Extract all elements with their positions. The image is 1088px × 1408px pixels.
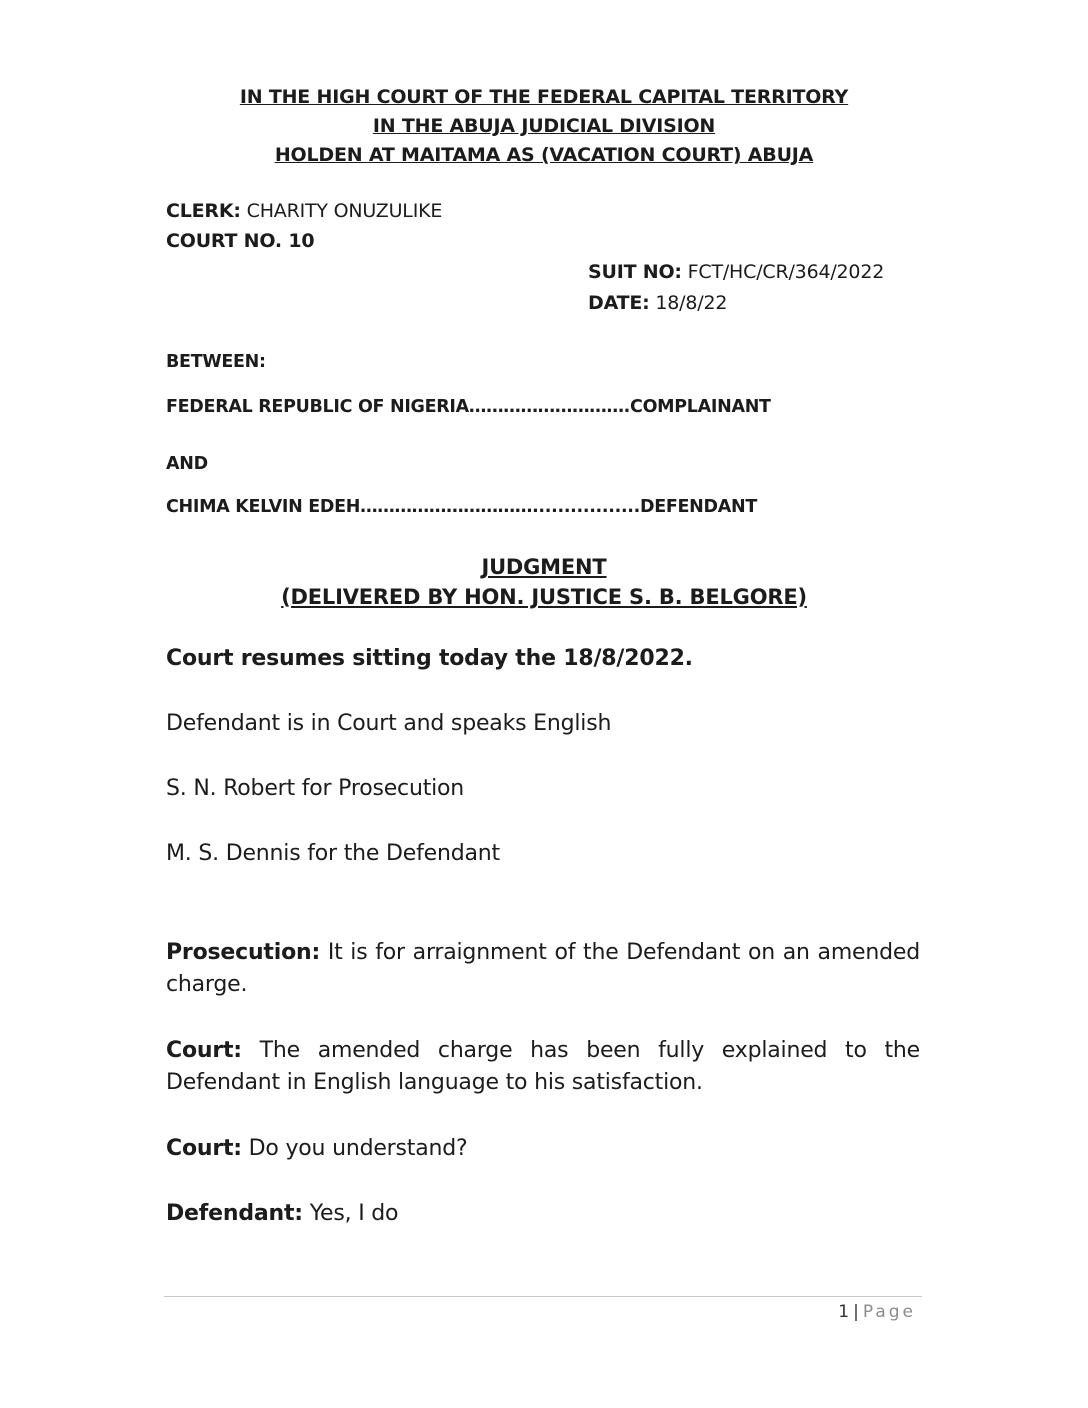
appearance-prosecution: S. N. Robert for Prosecution	[166, 776, 465, 801]
court-heading-line-2: IN THE ABUJA JUDICIAL DIVISION	[372, 115, 716, 137]
exchange-text: The amended charge has been fully explained to the Defendant in English language to his satisfaction.	[166, 1038, 920, 1095]
appearance-defendant: Defendant is in Court and speaks English	[166, 711, 612, 736]
suit-number: FCT/HC/CR/364/2022	[681, 261, 885, 283]
and-label: AND	[166, 454, 208, 474]
page-number: 1	[838, 1302, 850, 1322]
judgment-title: JUDGMENT	[481, 555, 607, 579]
suit-label: SUIT NO:	[588, 261, 682, 283]
exchange-text: Yes, I do	[302, 1201, 399, 1226]
speaker-label: Prosecution:	[166, 940, 321, 965]
exchange-prosecution	[166, 937, 920, 1001]
speaker-label: Court:	[166, 1038, 242, 1063]
speaker-label: Court:	[166, 1136, 242, 1161]
clerk-line	[166, 200, 442, 222]
appearance-defence: M. S. Dennis for the Defendant	[166, 841, 500, 866]
clerk-name: CHARITY ONUZULIKE	[240, 200, 443, 222]
page-label: Page	[862, 1302, 916, 1322]
court-heading-line-1: IN THE HIGH COURT OF THE FEDERAL CAPITAL TERRITORY	[239, 86, 849, 108]
court-heading-line-3: HOLDEN AT MAITAMA AS (VACATION COURT) ABUJA	[274, 144, 814, 166]
exchange-text: It is for arraignment of the Defendant on an amended charge.	[166, 940, 920, 997]
date-value: 18/8/22	[649, 292, 728, 314]
court-number: COURT NO. 10	[166, 230, 315, 252]
between-label: BETWEEN:	[166, 352, 266, 372]
defendant-line: CHIMA KELVIN EDEH………………………….................DEFENDANT	[166, 497, 757, 517]
date-line	[588, 292, 727, 314]
court-resumes-line: Court resumes sitting today the 18/8/2022.	[166, 646, 693, 671]
exchange-defendant-answer	[166, 1198, 920, 1230]
clerk-label: CLERK:	[166, 200, 241, 222]
exchange-court-explained	[166, 1035, 920, 1099]
page-footer	[838, 1302, 916, 1322]
date-label: DATE:	[588, 292, 650, 314]
complainant-line: FEDERAL REPUBLIC OF NIGERIA……………………….COMPLAINANT	[166, 397, 771, 417]
speaker-label: Defendant:	[166, 1201, 303, 1226]
judgment-subtitle: (DELIVERED BY HON. JUSTICE S. B. BELGORE)	[281, 585, 807, 609]
exchange-text: Do you understand?	[241, 1136, 468, 1161]
exchange-court-question	[166, 1133, 920, 1165]
suit-number-line	[588, 261, 884, 283]
footer-divider	[164, 1296, 922, 1297]
footer-separator: |	[853, 1302, 859, 1322]
